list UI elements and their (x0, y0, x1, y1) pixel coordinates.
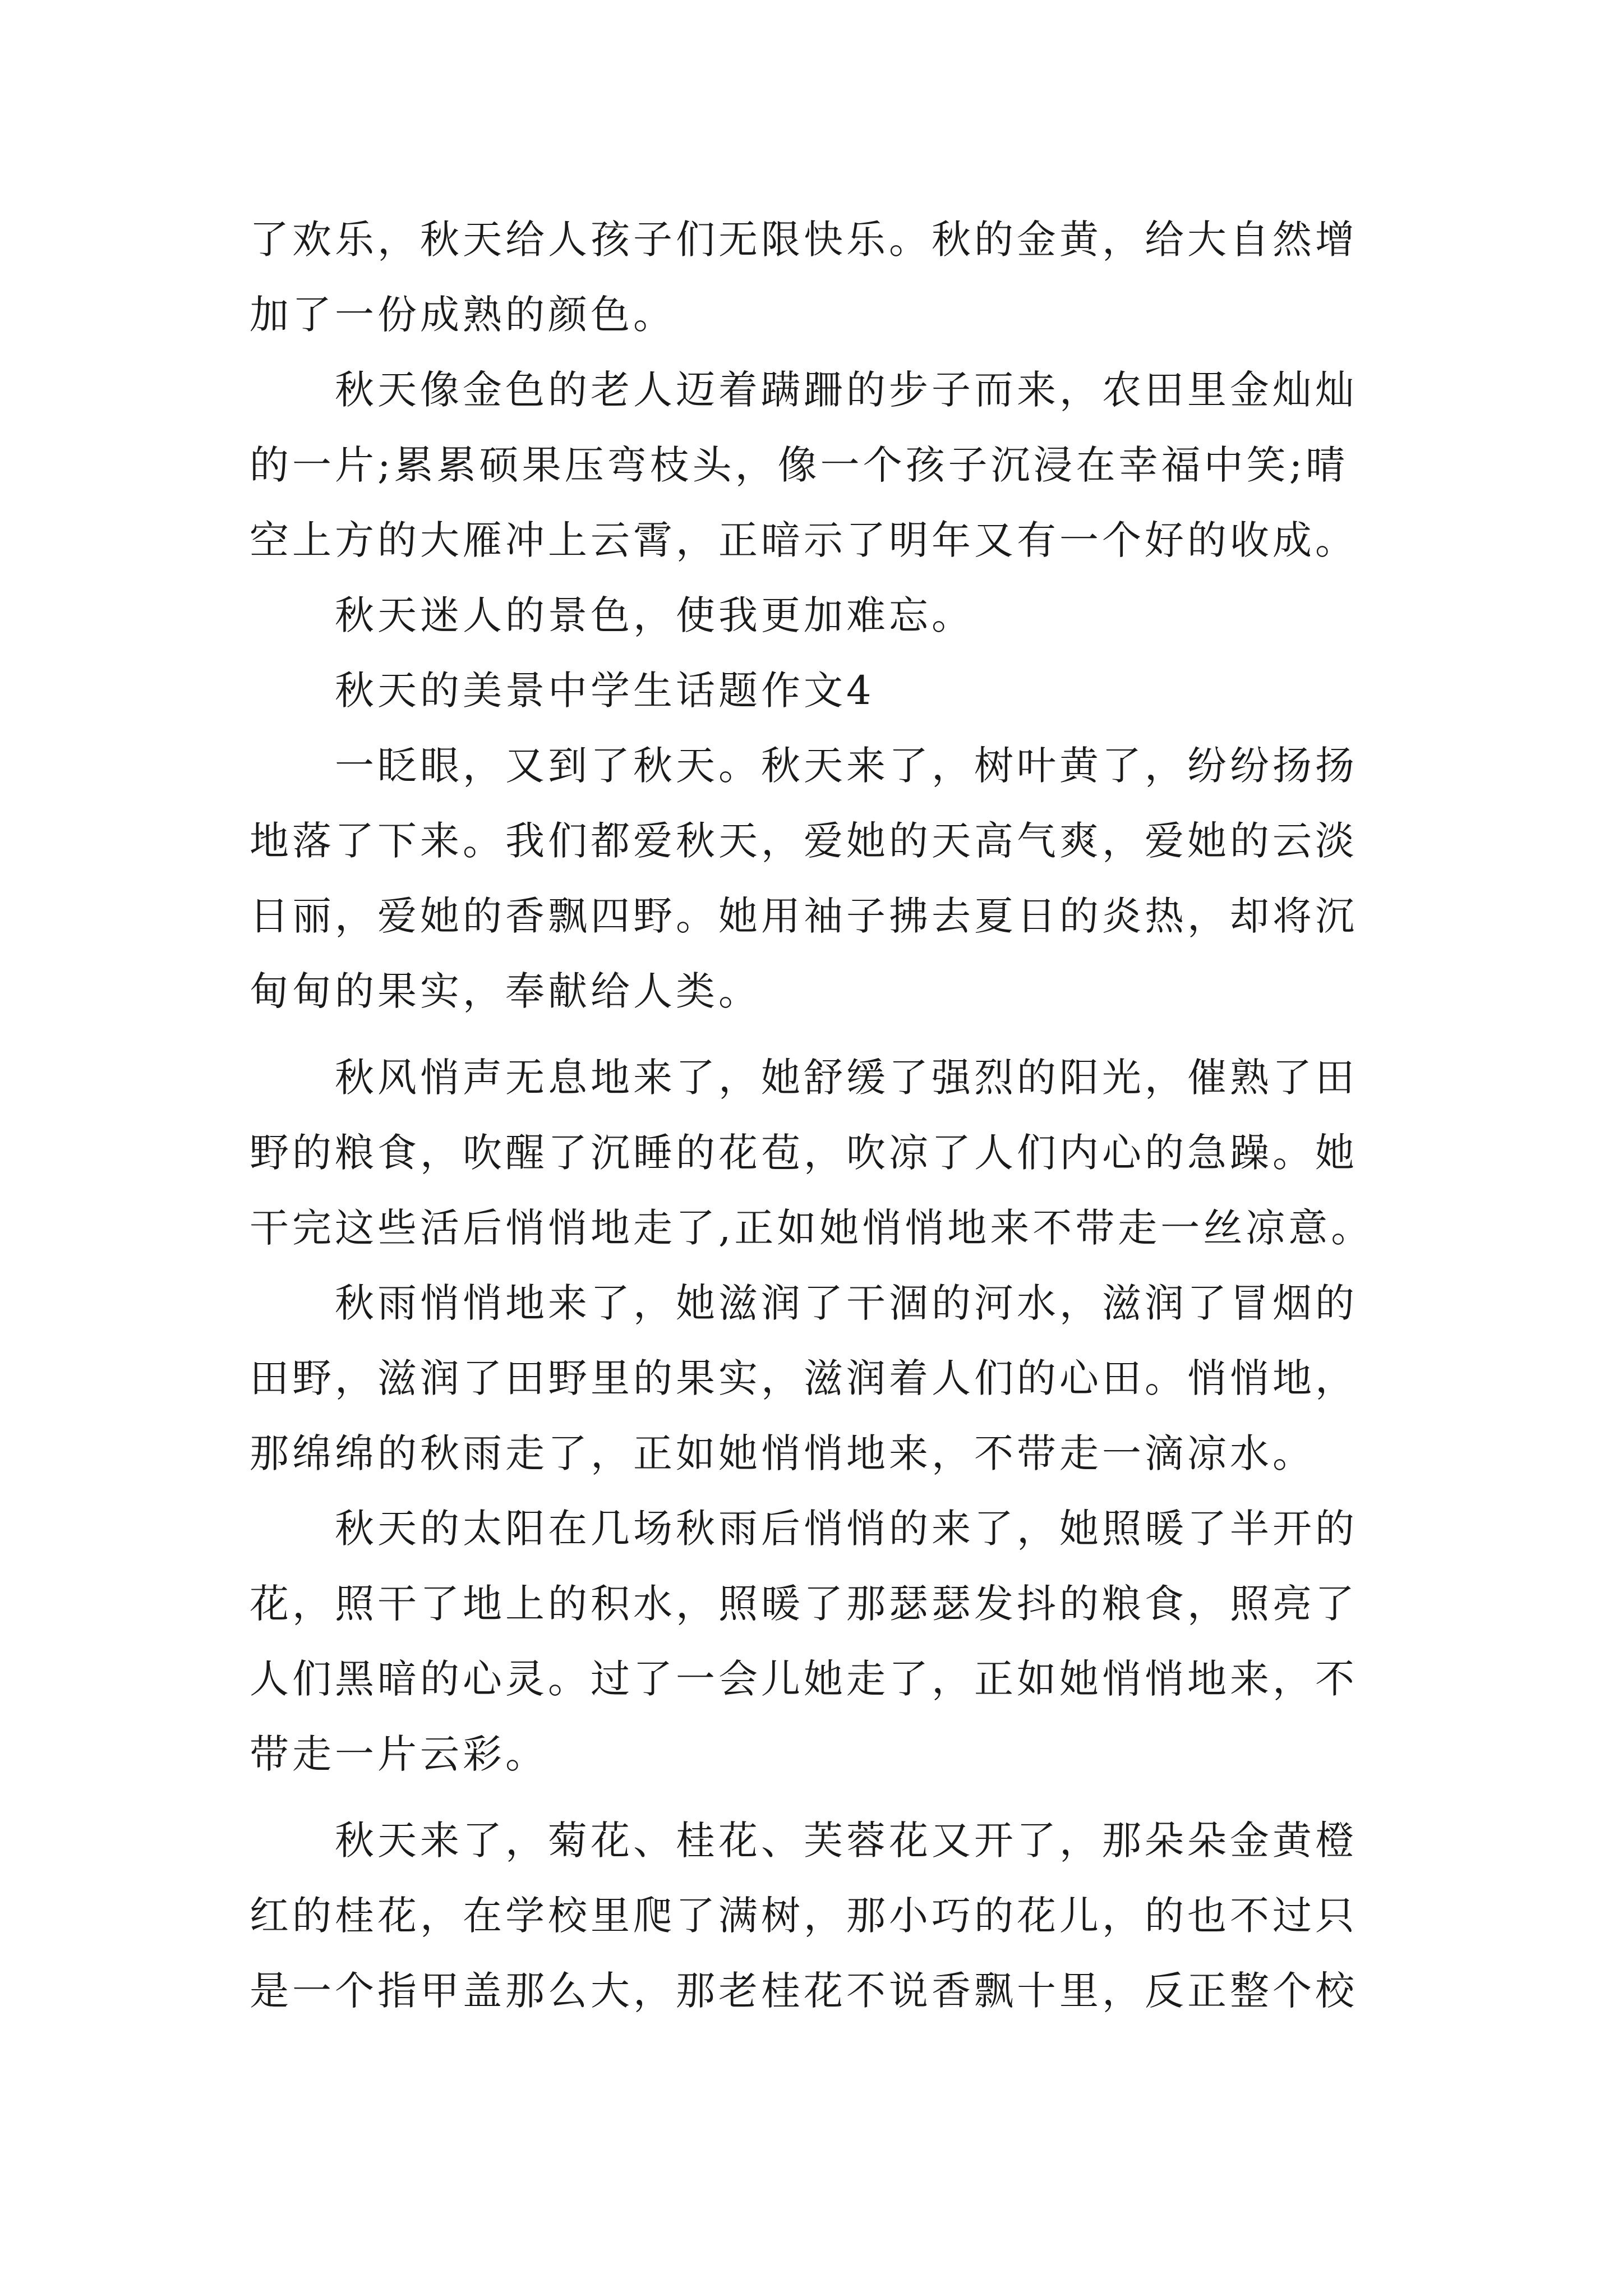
paragraph-line: 是一个指甲盖那么大，那老桂花不说香飘十里，反正整个校 (250, 1968, 1358, 2014)
section-heading: 秋天的美景中学生话题作文4 (335, 668, 875, 714)
paragraph-line: 甸甸的果实，奉献给人类。 (250, 968, 761, 1014)
paragraph-line: 日丽，爱她的香飘四野。她用袖子拂去夏日的炎热，却将沉 (250, 893, 1358, 939)
paragraph-line: 带走一片云彩。 (250, 1731, 548, 1777)
paragraph-line: 一眨眼，又到了秋天。秋天来了，树叶黄了，纷纷扬扬 (335, 743, 1358, 789)
paragraph-line: 人们黑暗的心灵。过了一会儿她走了，正如她悄悄地来，不 (250, 1656, 1358, 1702)
paragraph-line: 红的桂花，在学校里爬了满树，那小巧的花儿，的也不过只 (250, 1893, 1358, 1939)
paragraph-line: 野的粮食，吹醒了沉睡的花苞，吹凉了人们内心的急躁。她 (250, 1130, 1358, 1176)
paragraph-line: 的一片;累累硕果压弯枝头，像一个孩子沉浸在幸福中笑;晴 (250, 442, 1349, 488)
document-body (250, 202, 1394, 2028)
paragraph-line: 干完这些活后悄悄地走了,正如她悄悄地来不带走一丝凉意。 (250, 1205, 1374, 1251)
paragraph-line: 秋风悄声无息地来了，她舒缓了强烈的阳光，催熟了田 (335, 1055, 1358, 1101)
paragraph-line: 秋雨悄悄地来了，她滋润了干涸的河水，滋润了冒烟的 (335, 1280, 1358, 1326)
paragraph-line: 花，照干了地上的积水，照暖了那瑟瑟发抖的粮食，照亮了 (250, 1581, 1358, 1627)
paragraph-line: 秋天迷人的景色，使我更加难忘。 (335, 592, 974, 638)
paragraph-line: 秋天的太阳在几场秋雨后悄悄的来了，她照暖了半开的 (335, 1506, 1358, 1552)
paragraph-line: 加了一份成熟的颜色。 (250, 292, 676, 338)
paragraph-line: 空上方的大雁冲上云霄，正暗示了明年又有一个好的收成。 (250, 517, 1358, 563)
paragraph-line: 地落了下来。我们都爱秋天，爱她的天高气爽，爱她的云淡 (250, 818, 1358, 864)
paragraph-line: 田野，滋润了田野里的果实，滋润着人们的心田。悄悄地， (250, 1355, 1358, 1401)
paragraph-line: 那绵绵的秋雨走了，正如她悄悄地来，不带走一滴凉水。 (250, 1430, 1315, 1476)
paragraph-line: 了欢乐，秋天给人孩子们无限快乐。秋的金黄，给大自然增 (250, 217, 1358, 263)
paragraph-line: 秋天像金色的老人迈着蹒跚的步子而来，农田里金灿灿 (335, 367, 1358, 413)
paragraph-line: 秋天来了，菊花、桂花、芙蓉花又开了，那朵朵金黄橙 (335, 1818, 1358, 1864)
